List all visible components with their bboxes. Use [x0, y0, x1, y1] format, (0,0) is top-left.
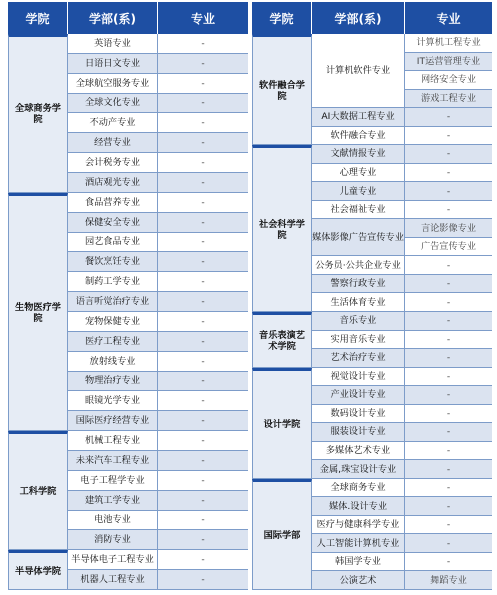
- major-cell: -: [158, 511, 248, 531]
- major-cell: -: [158, 94, 248, 114]
- dept-cell: 媒体.设计专业: [312, 497, 405, 516]
- dept-cell: 电子工程学专业: [68, 471, 158, 491]
- college-cell: 国际学部: [252, 479, 312, 590]
- dept-cell: 公务员·公共企业专业: [312, 256, 405, 275]
- dept-cell: 消防专业: [68, 530, 158, 550]
- college-cell: 音乐表演艺术学院: [252, 312, 312, 368]
- dept-cell: 建筑工学专业: [68, 491, 158, 511]
- major-cell: -: [405, 442, 492, 461]
- dept-cell: 眼镜光学专业: [68, 391, 158, 411]
- major-cell: 言论影像专业: [405, 219, 492, 238]
- major-cell: -: [158, 193, 248, 213]
- dept-cell: 艺术治疗专业: [312, 349, 405, 368]
- college-cell: 工科学院: [8, 431, 68, 550]
- header-dept: 学部(系): [68, 2, 158, 34]
- dept-cell: 韩国学专业: [312, 553, 405, 572]
- college-cell: 软件融合学院: [252, 34, 312, 145]
- major-cell: 舞蹈专业: [405, 571, 492, 590]
- major-cell: -: [158, 34, 248, 54]
- major-cell: -: [405, 553, 492, 572]
- dept-cell: AI大数据工程专业: [312, 108, 405, 127]
- major-cell: -: [158, 74, 248, 94]
- major-cell: 网络安全专业: [405, 71, 492, 90]
- dept-cell: 制药工学专业: [68, 272, 158, 292]
- dept-cell: 服装设计专业: [312, 423, 405, 442]
- dept-cell: 餐饮烹饪专业: [68, 252, 158, 272]
- header-college: 学院: [8, 2, 68, 34]
- major-cell: -: [405, 497, 492, 516]
- college-cell: 半导体学院: [8, 550, 68, 590]
- major-cell: -: [158, 550, 248, 570]
- dept-cell: 英语专业: [68, 34, 158, 54]
- major-cell: -: [158, 312, 248, 332]
- dept-cell: 软件融合专业: [312, 127, 405, 146]
- major-cell: -: [405, 275, 492, 294]
- dept-cell: 食品营养专业: [68, 193, 158, 213]
- major-cell: -: [405, 108, 492, 127]
- dept-cell: 日语日文专业: [68, 54, 158, 74]
- dept-cell: 生活体育专业: [312, 293, 405, 312]
- dept-cell: 产业设计专业: [312, 386, 405, 405]
- major-cell: -: [158, 570, 248, 590]
- major-cell: -: [158, 173, 248, 193]
- dept-cell: 会计税务专业: [68, 153, 158, 173]
- dept-cell: 音乐专业: [312, 312, 405, 331]
- dept-cell: 未来汽车工程专业: [68, 451, 158, 471]
- major-cell: -: [158, 451, 248, 471]
- dept-cell: 机械工程专业: [68, 431, 158, 451]
- header-major: 专业: [405, 2, 492, 34]
- header-major: 专业: [158, 2, 248, 34]
- dept-cell: 多媒体艺术专业: [312, 442, 405, 461]
- major-cell: -: [405, 349, 492, 368]
- dept-cell: 警察行政专业: [312, 275, 405, 294]
- dept-cell: 园艺食品专业: [68, 233, 158, 253]
- college-cell: 全球商务学院: [8, 34, 68, 193]
- major-cell: -: [158, 153, 248, 173]
- dept-cell: 国际医疗经营专业: [68, 411, 158, 431]
- major-cell: -: [405, 127, 492, 146]
- major-cell: -: [158, 431, 248, 451]
- major-cell: -: [405, 331, 492, 350]
- dept-cell: 全球商务专业: [312, 479, 405, 498]
- major-cell: -: [405, 312, 492, 331]
- dept-cell: 医疗工程专业: [68, 332, 158, 352]
- major-cell: -: [158, 471, 248, 491]
- major-cell: -: [405, 423, 492, 442]
- dept-cell: 医疗与健康科学专业: [312, 516, 405, 535]
- major-cell: -: [158, 411, 248, 431]
- dept-cell: 酒店观光专业: [68, 173, 158, 193]
- major-cell: -: [158, 352, 248, 372]
- major-cell: -: [405, 368, 492, 387]
- dept-cell: 文献情报专业: [312, 145, 405, 164]
- dept-cell: 金属,珠宝设计专业: [312, 460, 405, 479]
- dept-cell: 公演艺术: [312, 571, 405, 590]
- major-cell: -: [158, 213, 248, 233]
- dept-cell: 媒体影像广告宣传专业: [312, 219, 405, 256]
- major-cell: -: [158, 292, 248, 312]
- major-cell: -: [158, 530, 248, 550]
- major-cell: 广告宣传专业: [405, 238, 492, 257]
- major-cell: -: [158, 113, 248, 133]
- major-cell: -: [405, 293, 492, 312]
- major-cell: -: [158, 332, 248, 352]
- dept-cell: 全球文化专业: [68, 94, 158, 114]
- major-cell: IT运营管理专业: [405, 53, 492, 72]
- major-cell: -: [405, 516, 492, 535]
- major-cell: -: [405, 201, 492, 220]
- dept-cell: 全球航空服务专业: [68, 74, 158, 94]
- header-college: 学院: [252, 2, 312, 34]
- major-cell: -: [405, 256, 492, 275]
- college-cell: 社会科学学院: [252, 145, 312, 312]
- major-cell: -: [405, 534, 492, 553]
- major-cell: -: [158, 252, 248, 272]
- major-cell: -: [158, 391, 248, 411]
- dept-cell: 宠物保健专业: [68, 312, 158, 332]
- major-cell: -: [405, 460, 492, 479]
- dept-cell: 半导体电子工程专业: [68, 550, 158, 570]
- major-cell: -: [405, 164, 492, 183]
- major-cell: -: [158, 133, 248, 153]
- dept-cell: 计算机软件专业: [312, 34, 405, 108]
- header-dept: 学部(系): [312, 2, 405, 34]
- dept-cell: 经营专业: [68, 133, 158, 153]
- major-cell: -: [405, 386, 492, 405]
- dept-cell: 实用音乐专业: [312, 331, 405, 350]
- dept-cell: 保健安全专业: [68, 213, 158, 233]
- dept-cell: 视觉设计专业: [312, 368, 405, 387]
- dept-cell: 物理治疗专业: [68, 372, 158, 392]
- major-cell: -: [405, 145, 492, 164]
- dept-cell: 社会福祉专业: [312, 201, 405, 220]
- dept-cell: 心理专业: [312, 164, 405, 183]
- dept-cell: 放射线专业: [68, 352, 158, 372]
- college-cell: 设计学院: [252, 368, 312, 479]
- dept-cell: 语言听觉治疗专业: [68, 292, 158, 312]
- major-cell: -: [158, 491, 248, 511]
- major-cell: -: [158, 272, 248, 292]
- dept-cell: 儿童专业: [312, 182, 405, 201]
- dept-cell: 数码设计专业: [312, 405, 405, 424]
- major-cell: 计算机工程专业: [405, 34, 492, 53]
- dept-cell: 不动产专业: [68, 113, 158, 133]
- major-cell: -: [158, 372, 248, 392]
- major-cell: -: [158, 54, 248, 74]
- major-cell: -: [405, 479, 492, 498]
- dept-cell: 电池专业: [68, 511, 158, 531]
- dept-cell: 机器人工程专业: [68, 570, 158, 590]
- major-cell: -: [158, 233, 248, 253]
- dept-cell: 人工智能计算机专业: [312, 534, 405, 553]
- college-cell: 生物医疗学院: [8, 193, 68, 431]
- major-cell: 游戏工程专业: [405, 90, 492, 109]
- major-cell: -: [405, 405, 492, 424]
- major-cell: -: [405, 182, 492, 201]
